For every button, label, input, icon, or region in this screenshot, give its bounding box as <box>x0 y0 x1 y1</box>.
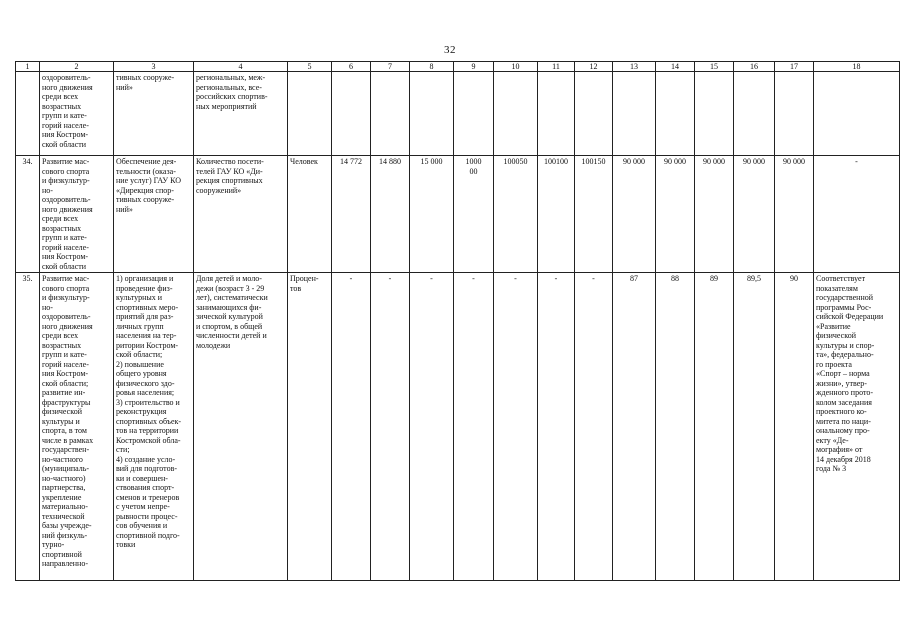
value-cell: - <box>371 273 410 581</box>
value-cell <box>332 72 371 156</box>
table-row <box>16 156 900 273</box>
column-number: 9 <box>454 62 494 72</box>
value-cell: 90 000 <box>775 156 814 273</box>
column-number: 13 <box>613 62 656 72</box>
goal-cell: Развитие мас- сового спорта и физкультур- но- оздоровитель- ного движения среди всех возрастных групп и кате- горий населе- ния Костром- ской области; развитие ин- фраструктуры физической культуры и спорта, в том числе в рамках государствен- но-частного (муниципаль- но-частного) партнерства, укрепление материально- технической базы учрежде- ний физкуль- турно- спортивной направленно- <box>40 273 114 581</box>
column-number: 1 <box>16 62 40 72</box>
value-cell: - <box>332 273 371 581</box>
value-cell <box>613 72 656 156</box>
value-cell: - <box>454 273 494 581</box>
page-number: 32 <box>444 44 456 56</box>
indicator-cell: Доля детей и моло- дежи (возраст 3 - 29 лет), систематически занимающихся фи- зической культурой и спортом, в общей численности детей и молодежи <box>194 273 288 581</box>
value-cell: 14 772 <box>332 156 371 273</box>
value-cell: 90 <box>775 273 814 581</box>
value-cell: - <box>494 273 538 581</box>
column-number: 2 <box>40 62 114 72</box>
table-row <box>16 72 900 156</box>
value-cell <box>734 72 775 156</box>
value-cell <box>695 72 734 156</box>
column-number: 15 <box>695 62 734 72</box>
column-number: 5 <box>288 62 332 72</box>
measure-cell: тивных сооруже- ний» <box>114 72 194 156</box>
value-cell: 14 880 <box>371 156 410 273</box>
column-number: 16 <box>734 62 775 72</box>
value-cell <box>410 72 454 156</box>
program-indicators-table <box>15 61 900 581</box>
value-cell: 90 000 <box>695 156 734 273</box>
value-cell: 88 <box>656 273 695 581</box>
value-cell: 90 000 <box>734 156 775 273</box>
value-cell: 89,5 <box>734 273 775 581</box>
row-number-cell <box>16 72 40 156</box>
column-number: 14 <box>656 62 695 72</box>
column-number: 3 <box>114 62 194 72</box>
value-cell: 90 000 <box>613 156 656 273</box>
note-cell: - <box>814 156 900 273</box>
value-cell <box>494 72 538 156</box>
value-cell <box>454 72 494 156</box>
column-number-row <box>16 62 900 72</box>
value-cell: 15 000 <box>410 156 454 273</box>
column-number: 6 <box>332 62 371 72</box>
indicator-cell: региональных, меж- региональных, все- российских спортив- ных мероприятий <box>194 72 288 156</box>
row-number-cell: 35. <box>16 273 40 581</box>
value-cell: 87 <box>613 273 656 581</box>
table-row <box>16 273 900 581</box>
column-number: 12 <box>575 62 613 72</box>
measure-cell: Обеспечение дея- тельности (оказа- ние услуг) ГАУ КО «Дирекция спор- тивных сооруже- ний» <box>114 156 194 273</box>
unit-cell: Процен- тов <box>288 273 332 581</box>
value-cell <box>538 72 575 156</box>
value-cell: 90 000 <box>656 156 695 273</box>
value-cell: - <box>410 273 454 581</box>
value-cell: - <box>538 273 575 581</box>
value-cell <box>775 72 814 156</box>
value-cell <box>656 72 695 156</box>
value-cell: 100150 <box>575 156 613 273</box>
value-cell: 100100 <box>538 156 575 273</box>
unit-cell <box>288 72 332 156</box>
note-cell: Соответствует показателям государственной программы Рос- сийской Федерации «Развитие физической культуры и спор- та», федерально- го проекта «Спорт – норма жизни», утвер- жденного прото- колом заседания проектного ко- митета по наци- ональному про- екту «Де- мография» от 14 декабря 2018 года № 3 <box>814 273 900 581</box>
unit-cell: Человек <box>288 156 332 273</box>
value-cell: - <box>575 273 613 581</box>
value-cell: 1000 00 <box>454 156 494 273</box>
note-cell <box>814 72 900 156</box>
value-cell <box>371 72 410 156</box>
column-number: 18 <box>814 62 900 72</box>
goal-cell: Развитие мас- сового спорта и физкультур- но- оздоровитель- ного движения среди всех возрастных групп и кате- горий населе- ния Костром- ской области <box>40 156 114 273</box>
value-cell: 100050 <box>494 156 538 273</box>
column-number: 4 <box>194 62 288 72</box>
column-number: 10 <box>494 62 538 72</box>
goal-cell: оздоровитель- ного движения среди всех возрастных групп и кате- горий населе- ния Костром- ской области <box>40 72 114 156</box>
column-number: 7 <box>371 62 410 72</box>
value-cell <box>575 72 613 156</box>
row-number-cell: 34. <box>16 156 40 273</box>
column-number: 17 <box>775 62 814 72</box>
value-cell: 89 <box>695 273 734 581</box>
column-number: 11 <box>538 62 575 72</box>
column-number: 8 <box>410 62 454 72</box>
indicator-cell: Количество посети- телей ГАУ КО «Ди- рекция спортивных сооружений» <box>194 156 288 273</box>
measure-cell: 1) организация и проведение физ- культурных и спортивных меро- приятий для раз- личных групп населения на тер- ритории Костром- ской области; 2) повышение общего уровня физического здо- ровья населения; 3) строительство и реконструкция спортивных объек- тов на территории Костромской обла- сти; 4) создание усло- вий для подготов- ки и совершен- ствования спорт- сменов и тренеров с учетом непре- рывности процес- сов обучения и спортивной подго- товки <box>114 273 194 581</box>
